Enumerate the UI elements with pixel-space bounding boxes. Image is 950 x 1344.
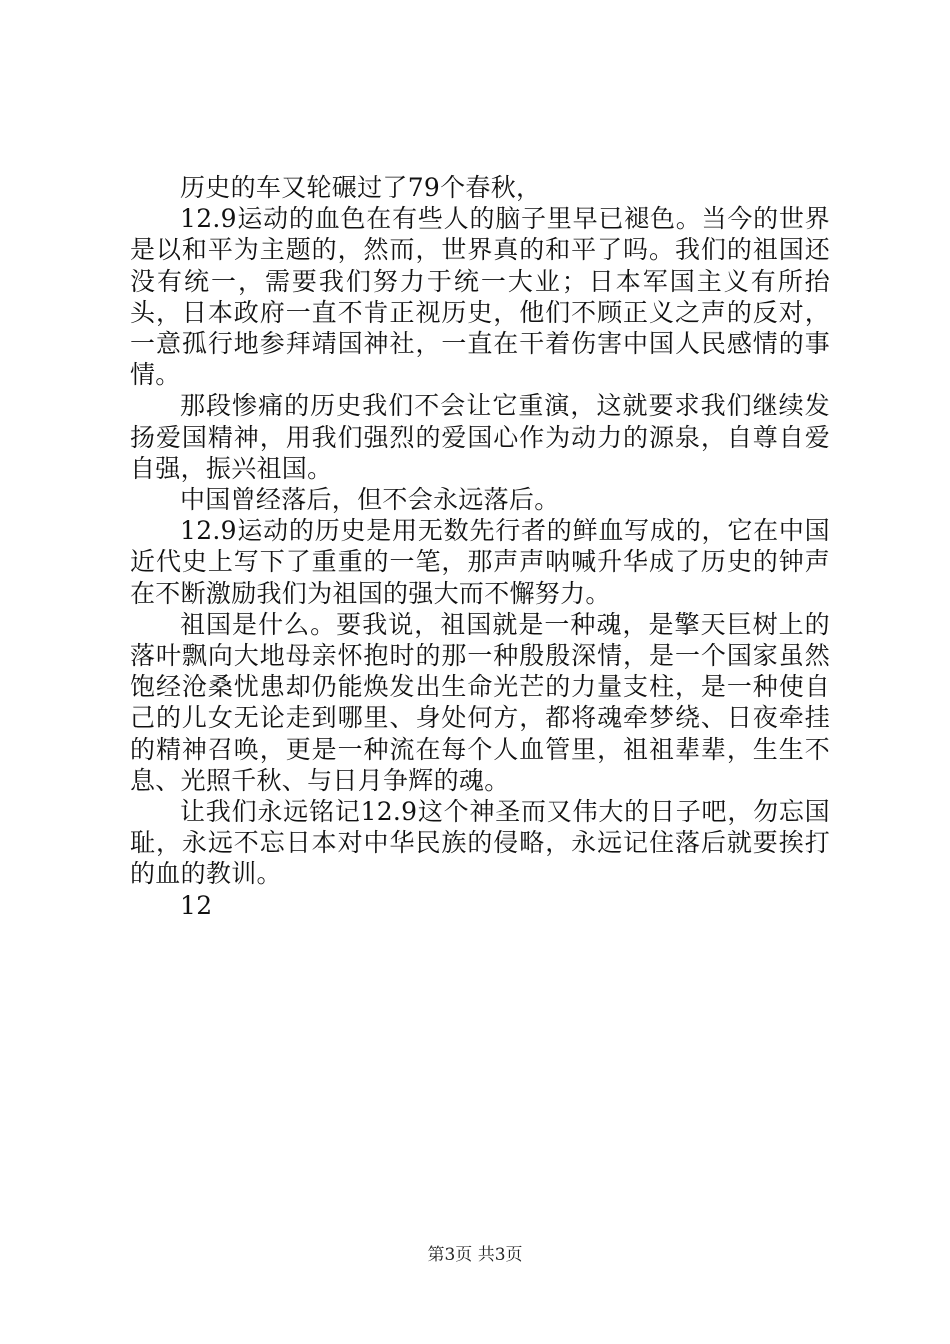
paragraph-5: 12.9运动的历史是用无数先行者的鲜血写成的，它在中国近代史上写下了重重的一笔，那声声呐喊升华成了历史的钟声在不断激励我们为祖国的强大而不懈努力。 [130,516,830,608]
paragraph-7: 让我们永远铭记12.9这个神圣而又伟大的日子吧，勿忘国耻，永远不忘日本对中华民族的侵略，永远记住落后就要挨打的血的教训。 [130,797,830,889]
paragraph-1: 历史的车又轮碾过了79个春秋， [180,173,542,202]
paragraph-6: 祖国是什么。要我说，祖国就是一种魂，是擎天巨树上的落叶飘向大地母亲怀抱时的那一种殷殷深情，是一个国家虽然饱经沧桑忧患却仍能焕发出生命光芒的力量支柱，是一种使自己的儿女无论走到哪里、身处何方，都将魂牵梦绕、日夜牵挂的精神召唤，更是一种流在每个人血管里，祖祖辈辈，生生不息、光照千秋、与日月争辉的魂。 [130,609,830,795]
paragraph-3: 那段惨痛的历史我们不会让它重演，这就要求我们继续发扬爱国精神，用我们强烈的爱国心作为动力的源泉，自尊自爱自强，振兴祖国。 [130,391,830,483]
paragraph-2: 12.9运动的血色在有些人的脑子里早已褪色。当今的世界是以和平为主题的，然而，世界真的和平了吗。我们的祖国还没有统一，需要我们努力于统一大业；日本军国主义有所抬头，日本政府一直不肯正视历史，他们不顾正义之声的反对，一意孤行地参拜靖国神社，一直在干着伤害中国人民感情的事情。 [130,204,830,390]
document-body [130,172,830,921]
paragraph-4: 中国曾经落后，但不会永远落后。 [180,485,560,515]
page-number-footer: 第3页 共3页 [427,1245,523,1265]
paragraph-8: 12 [180,890,213,920]
